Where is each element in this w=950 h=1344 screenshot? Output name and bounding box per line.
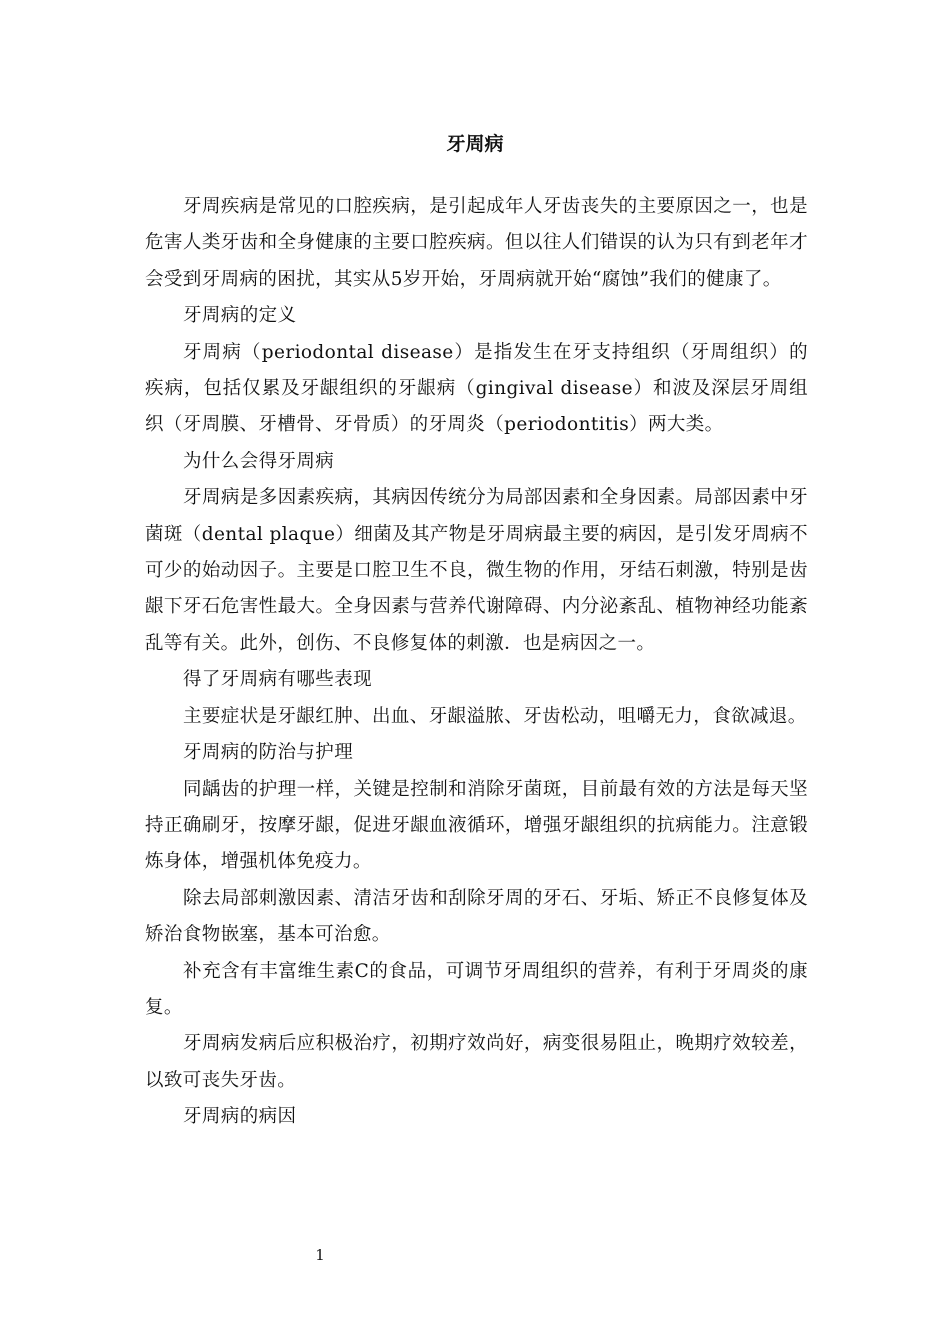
section-heading-symptoms: 得了牙周病有哪些表现 bbox=[183, 669, 373, 691]
page-number: 1 bbox=[315, 1246, 325, 1264]
paragraph-intro: 牙周疾病是常见的口腔疾病，是引起成年人牙齿丧失的主要原因之一，也是危害人类牙齿和全身健康的主要口腔疾病。但以往人们错误的认为只有到老年才会受到牙周病的困扰，其实从5岁开始，牙周病就开始“腐蚀”我们的健康了。 bbox=[145, 196, 808, 290]
document-body bbox=[145, 189, 808, 1136]
paragraph-symptoms: 主要症状是牙龈红肿、出血、牙龈溢脓、牙齿松动，咀嚼无力，食欲减退。 bbox=[183, 705, 807, 727]
document-title: 牙周病 bbox=[446, 133, 504, 155]
paragraph-prevention-1: 同龋齿的护理一样，关键是控制和消除牙菌斑，目前最有效的方法是每天坚持正确刷牙，按摩牙龈，促进牙龈血液循环，增强牙龈组织的抗病能力。注意锻炼身体，增强机体免疫力。 bbox=[145, 778, 808, 873]
section-heading-definition: 牙周病的定义 bbox=[183, 305, 297, 327]
paragraph-causes: 牙周病是多因素疾病，其病因传统分为局部因素和全身因素。局部因素中牙菌斑（dental plaque）细菌及其产物是牙周病最主要的病因，是引发牙周病不可少的始动因子。主要是口腔卫生不良，微生物的作用，牙结石刺激，特别是齿龈下牙石危害性最大。全身因素与营养代谢障碍、内分泌紊乱、植物神经功能紊乱等有关。此外，创伤、不良修复体的刺激．也是病因之一。 bbox=[145, 487, 808, 654]
paragraph-prevention-2: 除去局部刺激因素、清洁牙齿和刮除牙周的牙石、牙垢、矫正不良修复体及矫治食物嵌塞，基本可治愈。 bbox=[145, 887, 808, 946]
section-heading-prevention: 牙周病的防治与护理 bbox=[183, 742, 354, 764]
section-heading-etiology: 牙周病的病因 bbox=[183, 1106, 297, 1128]
paragraph-prevention-4: 牙周病发病后应积极治疗，初期疗效尚好，病变很易阻止，晚期疗效较差，以致可丧失牙齿。 bbox=[145, 1033, 808, 1091]
section-heading-causes: 为什么会得牙周病 bbox=[183, 450, 335, 472]
paragraph-prevention-3: 补充含有丰富维生素C的食品，可调节牙周组织的营养，有利于牙周炎的康复。 bbox=[145, 960, 808, 1018]
paragraph-definition: 牙周病（periodontal disease）是指发生在牙支持组织（牙周组织）的疾病，包括仅累及牙龈组织的牙龈病（gingival disease）和波及深层牙周组织（牙周膜、牙槽骨、牙骨质）的牙周炎（periodontitis）两大类。 bbox=[145, 341, 808, 436]
